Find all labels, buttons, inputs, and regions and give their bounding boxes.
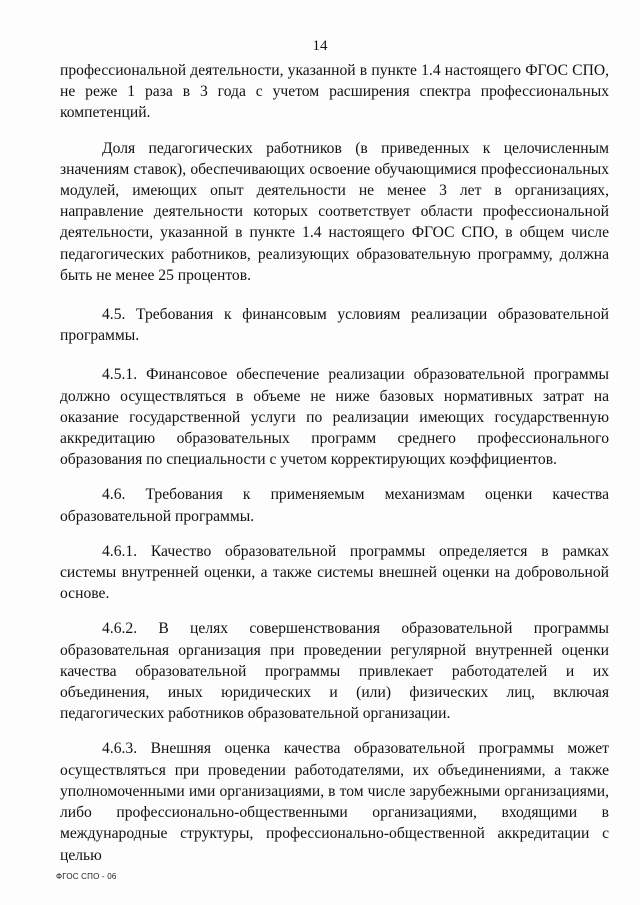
paragraph-4-6-2: 4.6.2. В целях совершенствования образовательной программы образовательная организация при проведении регулярной внутренней оценки качества образовательной программы привлекает работодателей и их объединения, иных юридических и (или) физических лиц, включая педагогических работников образовательной организации. <box>60 620 609 723</box>
footer-doc-code: ФГОС СПО - 06 <box>56 872 117 881</box>
page-number: 14 <box>312 38 328 54</box>
section-heading-4-6: 4.6. Требования к применяемым механизмам оценки качества образовательной программы. <box>60 486 609 525</box>
document-body <box>60 60 609 866</box>
paragraph-continuation: профессиональной деятельности, указанной в пункте 1.4 настоящего ФГОС СПО, не реже 1 раза в 3 года с учетом расширения спектра профессиональных компетенций. <box>60 62 609 122</box>
paragraph-4-5-1: 4.5.1. Финансовое обеспечение реализации образовательной программы должно осуществляться в объеме не ниже базовых нормативных затрат на оказание государственной услуги по реализации имеющих государственную аккредитацию образовательных программ среднего профессионального образования по специальности с учетом корректирующих коэффициентов. <box>60 366 609 469</box>
paragraph-4-6-1: 4.6.1. Качество образовательной программы определяется в рамках системы внутренней оценки, а также системы внешней оценки на добровольной основе. <box>60 542 609 603</box>
section-heading-4-5: 4.5. Требования к финансовым условиям реализации образовательной программы. <box>60 306 609 345</box>
paragraph-teacher-share: Доля педагогических работников (в приведенных к целочисленным значениям ставок), обеспечивающих освоение обучающимися профессиональных модулей, имеющих опыт деятельности не менее 3 лет в организациях, направление деятельности которых соответствует области профессиональной деятельности, указанной в пункте 1.4 настоящего ФГОС СПО, в общем числе педагогических работников, реализующих образовательную программу, должна быть не менее 25 процентов. <box>60 139 609 284</box>
paragraph-4-6-3: 4.6.3. Внешняя оценка качества образовательной программы может осуществляться при проведении работодателями, их объединениями, а также уполномоченными ими организациями, в том числе зарубежными организациями, либо профессионально-общественными организациями, входящими в международные структуры, профессионально-общественной аккредитации с целью <box>60 740 609 864</box>
